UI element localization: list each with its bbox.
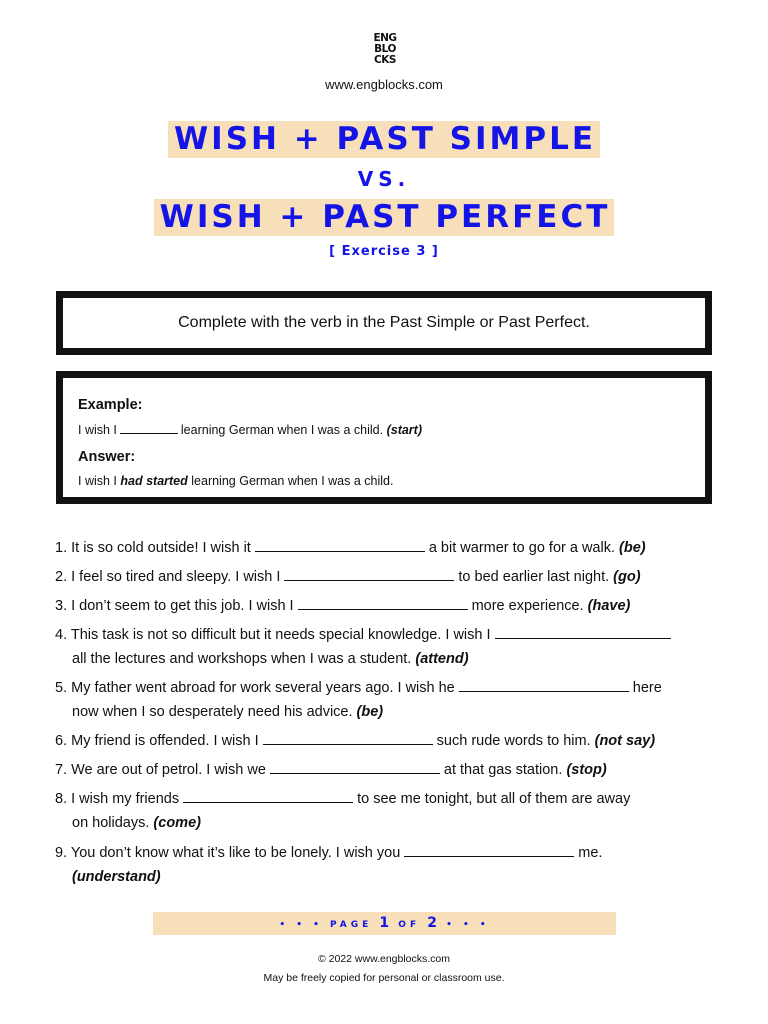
item-text-before: My friend is offended. I wish I — [71, 733, 259, 749]
example-after: learning German when I was a child. — [180, 423, 384, 437]
item-number: 3. — [55, 598, 68, 614]
example-label: Example: — [78, 397, 143, 413]
instruction-box — [56, 291, 712, 355]
dots-right: • • • — [446, 920, 490, 930]
exercise-item-8 — [55, 787, 725, 835]
item-text-after-2: now when I so desperately need his advice. — [72, 704, 353, 720]
item-continuation — [55, 865, 725, 889]
answer-blank[interactable] — [270, 759, 440, 774]
example-sentence — [78, 423, 422, 437]
answer-blank[interactable] — [404, 842, 574, 857]
exercise-label: [ Exercise 3 ] — [329, 244, 439, 259]
instruction-text: Complete with the verb in the Past Simple or Past Perfect. — [178, 314, 590, 331]
of-word: OF — [398, 920, 421, 930]
exercise-item-1 — [55, 536, 725, 560]
item-text-after: to see me tonight, but all of them are away — [357, 791, 631, 807]
item-number: 8. — [55, 791, 68, 807]
item-text-before: I wish my friends — [71, 791, 180, 807]
verb-hint: (not say) — [594, 733, 656, 749]
answer-blank[interactable] — [263, 730, 433, 745]
item-text-after: at that gas station. — [443, 762, 563, 778]
license-note: May be freely copied for personal or classroom use. — [263, 972, 505, 984]
copyright: © 2022 www.engblocks.com — [317, 953, 451, 965]
item-text-after: to bed earlier last night. — [458, 569, 610, 585]
answer-before: I wish I — [78, 474, 117, 488]
item-number: 2. — [55, 569, 68, 585]
exercise-item-6 — [55, 729, 725, 753]
example-blank — [120, 423, 178, 434]
verb-hint: (understand) — [72, 869, 161, 885]
answer-blank[interactable] — [183, 788, 353, 803]
item-text-after: all the lectures and workshops when I was a student. — [72, 651, 412, 667]
exercise-item-7 — [55, 758, 725, 782]
answer-blank[interactable] — [459, 677, 629, 692]
example-before: I wish I — [78, 423, 117, 437]
answer-label: Answer: — [78, 449, 136, 465]
item-text-after: here — [632, 680, 662, 696]
item-text-after: more experience. — [471, 598, 584, 614]
answer-after: learning German when I was a child. — [191, 474, 394, 488]
verb-hint: (stop) — [566, 762, 607, 778]
example-hint: (start) — [386, 423, 422, 437]
page-indicator — [153, 912, 616, 935]
logo-line: CKS — [374, 54, 396, 66]
example-box — [56, 371, 712, 504]
item-text-after: me. — [578, 845, 603, 861]
item-number: 7. — [55, 762, 68, 778]
item-text-after: such rude words to him. — [436, 733, 591, 749]
item-number: 5. — [55, 680, 68, 696]
item-text-before: I feel so tired and sleepy. I wish I — [71, 569, 281, 585]
verb-hint: (be) — [619, 540, 646, 556]
title-line-1 — [0, 121, 768, 158]
title-part-2: WISH + PAST PERFECT — [154, 199, 615, 236]
verb-hint: (be) — [356, 704, 384, 720]
item-text-after: a bit warmer to go for a walk. — [428, 540, 616, 556]
item-text-before: This task is not so difficult but it needs special knowledge. I wish I — [70, 627, 491, 643]
item-number: 9. — [55, 845, 68, 861]
exercise-item-5 — [55, 676, 725, 724]
dots-left: • • • — [279, 920, 323, 930]
title-vs — [0, 167, 768, 191]
verb-hint: (attend) — [415, 651, 469, 667]
item-continuation — [55, 647, 725, 671]
title-part-1: WISH + PAST SIMPLE — [168, 121, 600, 158]
exercise-item-3 — [55, 594, 725, 618]
verb-hint: (have) — [587, 598, 631, 614]
logo-line: ENG — [373, 32, 397, 44]
item-continuation — [55, 811, 725, 835]
exercise-item-2 — [55, 565, 725, 589]
exercise-item-9 — [55, 841, 725, 889]
vs-label: VS. — [357, 167, 411, 191]
logo-line: BLO — [374, 43, 396, 55]
answer-bold: had started — [120, 474, 188, 488]
item-text-before: You don’t know what it’s like to be lonely. I wish you — [70, 845, 401, 861]
answer-blank[interactable] — [255, 537, 425, 552]
answer-sentence — [78, 474, 393, 488]
item-number: 6. — [55, 733, 68, 749]
engblocks-logo — [368, 33, 402, 66]
item-number: 1. — [55, 540, 68, 556]
item-text-before: It is so cold outside! I wish it — [71, 540, 251, 556]
answer-blank[interactable] — [298, 595, 468, 610]
item-number: 4. — [55, 627, 68, 643]
total-pages: 2 — [427, 915, 439, 931]
page-word: PAGE — [329, 920, 373, 930]
title-line-2 — [0, 199, 768, 236]
verb-hint: (go) — [613, 569, 641, 585]
item-text-before: My father went abroad for work several years ago. I wish he — [71, 680, 455, 696]
item-text-after-2: on holidays. — [72, 815, 150, 831]
item-text-before: I don’t seem to get this job. I wish I — [71, 598, 294, 614]
item-text-before: We are out of petrol. I wish we — [71, 762, 266, 778]
site-url[interactable]: www.engblocks.com — [325, 77, 443, 92]
answer-blank[interactable] — [495, 624, 671, 639]
current-page: 1 — [379, 915, 392, 931]
answer-blank[interactable] — [284, 566, 454, 581]
verb-hint: (come) — [153, 815, 201, 831]
exercise-item-4 — [55, 623, 725, 671]
item-continuation — [55, 700, 725, 724]
